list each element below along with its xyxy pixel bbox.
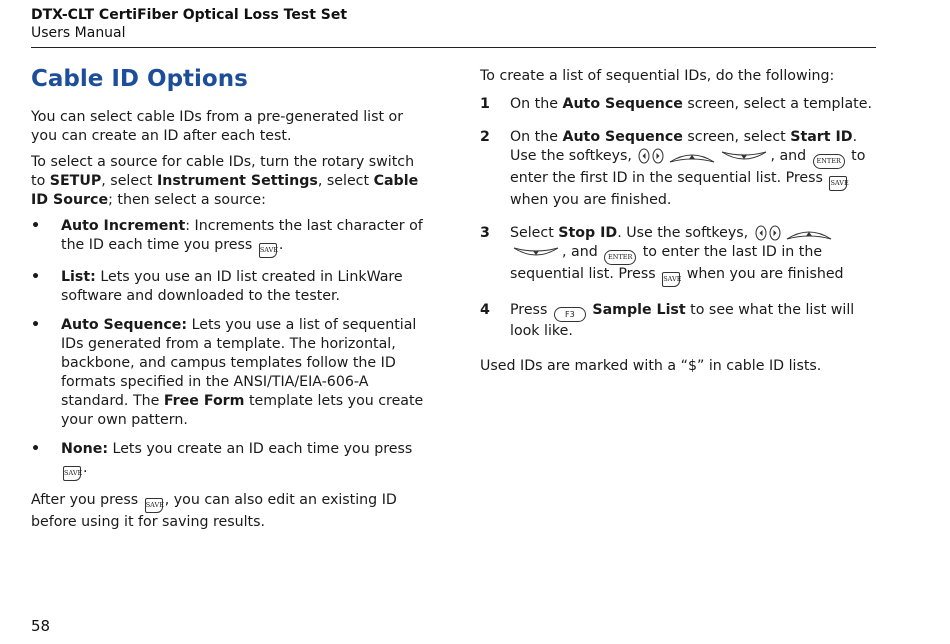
down-arrow-softkey-icon	[513, 246, 559, 260]
text-run: , you can also edit an existing ID before using it for saving results.	[31, 492, 397, 530]
auto-sequence-term: Auto Sequence	[562, 96, 683, 112]
save-key-icon: SAVE	[662, 272, 680, 287]
enter-key-icon: ENTER	[604, 250, 636, 265]
step-4	[480, 301, 880, 341]
instrument-settings-term: Instrument Settings	[156, 173, 318, 189]
step-1	[480, 95, 880, 114]
text-run: when you are finished	[682, 266, 844, 282]
text-run: to enter the last ID in the sequential list. Press	[510, 244, 823, 282]
after-paragraph	[31, 491, 431, 532]
text-run: ; then select a source:	[108, 192, 266, 208]
bullet-icon: •	[31, 269, 41, 285]
text-run: After you press	[31, 492, 143, 508]
start-id-term: Start ID	[790, 129, 853, 145]
source-options-list	[31, 217, 431, 481]
auto-sequence-term: Auto Sequence	[562, 129, 683, 145]
text-run: to enter the first ID in the sequential list. Press	[510, 148, 866, 186]
save-key-icon: SAVE	[259, 243, 277, 258]
step-3	[480, 224, 880, 287]
text-run: when you are finished.	[510, 192, 672, 208]
list-item-auto-sequence	[31, 316, 431, 430]
sample-list-term: Sample List	[592, 302, 686, 318]
bullet-icon: •	[31, 441, 41, 457]
text-run: ,	[562, 244, 567, 260]
text-run: screen, select a template.	[682, 96, 872, 112]
running-header-subtitle: Users Manual	[31, 25, 126, 41]
text-run: .	[83, 460, 88, 476]
save-key-icon: SAVE	[145, 498, 163, 513]
procedure-steps	[480, 95, 880, 341]
option-term: None:	[61, 441, 109, 457]
option-term: Auto Sequence:	[61, 317, 188, 333]
page-number: 58	[31, 617, 51, 635]
step-number: 1	[480, 96, 490, 112]
used-ids-note: Used IDs are marked with a “$” in cable ID lists.	[480, 358, 822, 374]
option-text: Lets you use an ID list created in LinkWare software and downloaded to the tester.	[61, 269, 403, 304]
step-2	[480, 128, 880, 210]
left-right-arrow-keys-icon	[755, 225, 781, 241]
save-key-icon: SAVE	[829, 176, 847, 191]
text-run: , and	[770, 148, 811, 164]
section-heading: Cable ID Options	[31, 66, 248, 92]
f3-key-icon: F3	[554, 307, 586, 322]
text-run: On the	[510, 96, 563, 112]
left-right-arrow-keys-icon	[638, 148, 664, 164]
text-run: , select	[101, 173, 157, 189]
procedure-intro: To create a list of sequential IDs, do the following:	[480, 68, 835, 84]
text-run: screen, select	[682, 129, 791, 145]
up-arrow-softkey-icon	[786, 227, 832, 241]
text-run: .	[278, 237, 284, 253]
text-run: , select	[317, 173, 374, 189]
list-item-none	[31, 440, 431, 481]
text-run: . Use the softkeys,	[617, 225, 753, 241]
enter-key-icon: ENTER	[813, 154, 845, 169]
stop-id-term: Stop ID	[558, 225, 618, 241]
text-run: . Use the softkeys,	[510, 129, 858, 164]
step-number: 3	[480, 225, 490, 241]
right-column	[480, 67, 880, 383]
list-item-list	[31, 268, 431, 306]
option-text: template lets you create your own pattern.	[61, 393, 424, 428]
header-divider	[31, 47, 876, 48]
select-source-paragraph	[31, 153, 431, 210]
text-run: Select	[510, 225, 559, 241]
intro-paragraph: You can select cable IDs from a pre-generated list or you can create an ID after each test.	[31, 109, 404, 144]
option-text: Lets you use a list of sequential IDs generated from a template. The horizontal, backbone, and campus templates follow the ID formats specified in the ANSI/TIA/EIA-606-A standard. The	[61, 317, 417, 409]
cable-id-source-term: Cable ID Source	[31, 173, 419, 208]
text-run: Press	[510, 302, 552, 318]
option-text: Lets you create an ID each time you press	[108, 441, 413, 457]
running-header-title: DTX-CLT CertiFiber Optical Loss Test Set	[31, 7, 348, 23]
list-item-auto-increment	[31, 217, 431, 258]
save-key-icon: SAVE	[63, 466, 81, 481]
text-run: to see what the list will look like.	[510, 302, 855, 339]
option-term: Auto Increment	[61, 218, 186, 234]
setup-term: SETUP	[49, 173, 102, 189]
up-arrow-softkey-icon	[669, 150, 715, 164]
text-run: On the	[510, 129, 563, 145]
text-run: and	[571, 244, 603, 260]
free-form-term: Free Form	[163, 393, 245, 409]
step-number: 4	[480, 302, 490, 318]
step-number: 2	[480, 129, 490, 145]
text-run: To select a source for cable IDs, turn the rotary switch to	[31, 154, 415, 189]
option-text: : Increments the last character of the ID each time you press	[61, 218, 423, 253]
option-term: List:	[61, 269, 96, 285]
bullet-icon: •	[31, 317, 41, 333]
down-arrow-softkey-icon	[721, 150, 767, 164]
left-column	[31, 64, 431, 539]
bullet-icon: •	[31, 218, 41, 234]
